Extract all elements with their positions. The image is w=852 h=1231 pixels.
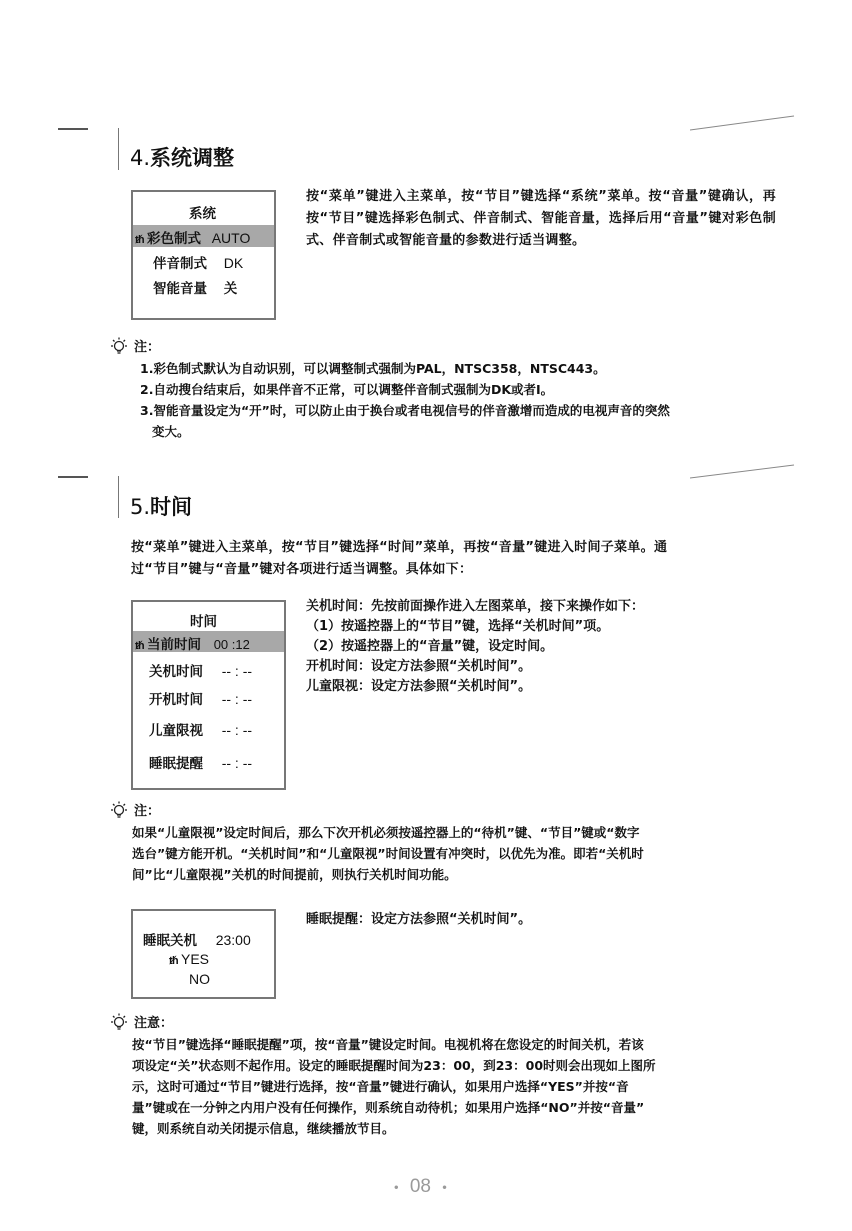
hand-pointer-icon: ᵺ — [135, 639, 145, 652]
section5-heading-text: 时间 — [150, 495, 193, 519]
yes-option-label: YES — [181, 951, 210, 967]
menu-row-label: 当前时间 — [147, 637, 201, 653]
note-line-3-cont: 变大。 — [152, 424, 190, 439]
section5-intro-line-1: 按“菜单”键进入主菜单，按“节目”键选择“时间”菜单，再按“音量”键进入时间子菜单。通 — [131, 540, 668, 555]
lightbulb-icon — [108, 336, 130, 358]
instruction-line-1: 关机时间：先按前面操作进入左图菜单，接下来操作如下： — [306, 599, 645, 614]
menu-row-label: 睡眠提醒 — [149, 756, 203, 772]
time-menu-title: 时间 — [190, 614, 217, 630]
lightbulb-icon — [108, 800, 130, 822]
attention-line-5: 键，则系统自动关闭提示信息，继续播放节目。 — [132, 1121, 395, 1136]
no-option-label: NO — [189, 971, 210, 987]
instruction-line-5: 儿童限视：设定方法参照“关机时间”。 — [306, 679, 532, 694]
menu-row-value: 关 — [223, 281, 238, 297]
menu-row-value: 00 :12 — [213, 637, 250, 652]
time-menu-row-child[interactable] — [149, 719, 252, 739]
note-label: 注： — [134, 803, 161, 819]
sleep-menu-box — [131, 909, 276, 999]
system-menu-row-color[interactable] — [135, 227, 250, 247]
time-instructions — [306, 597, 776, 697]
note-line-1: 1.彩色制式默认为自动识别，可以调整制式强制为PAL，NTSC358，NTSC443。 — [140, 361, 606, 376]
sleep-menu-time: 23:00 — [215, 932, 251, 948]
attention-line-4: 量”键或在一分钟之内用户没有任何操作，则系统自动待机；如果用户选择“NO”并按“音量” — [132, 1100, 645, 1115]
note-line-2: 选台”键方能开机。“关机时间”和“儿童限视”时间设置有冲突时，以优先为准。即若“关机时 — [132, 846, 644, 861]
note-line-1: 如果“儿童限视”设定时间后，那么下次开机必须按遥控器上的“待机”键、“节目”键或“数字 — [132, 825, 640, 840]
page-dot-right: • — [442, 1179, 447, 1195]
section4-rule-vertical — [118, 128, 119, 170]
time-menu-box — [131, 600, 286, 790]
hand-pointer-icon: ᵺ — [135, 233, 145, 246]
attention-line-3: 示，这时可通过“节目”键进行选择，按“音量”键进行确认，如果用户选择“YES”并按“音 — [132, 1079, 629, 1094]
menu-row-label: 儿童限视 — [149, 723, 203, 739]
note-line-2: 2.自动搜台结束后，如果伴音不正常，可以调整伴音制式强制为DK或者I。 — [140, 382, 554, 397]
system-menu-box — [131, 190, 276, 320]
menu-row-label: 智能音量 — [153, 281, 207, 297]
attention-note — [108, 1012, 788, 1139]
page-dot-left: • — [394, 1179, 399, 1195]
sleep-menu-yes[interactable] — [169, 951, 209, 968]
note-label: 注： — [134, 339, 161, 355]
time-menu-row-sleep[interactable] — [149, 752, 252, 772]
section4-heading — [130, 142, 234, 172]
section5-note — [108, 800, 788, 885]
section4-rule-left — [58, 128, 88, 130]
attention-line-1: 按“节目”键选择“睡眠提醒”项，按“音量”键设定时间。电视机将在您设定的时间关机，若该 — [132, 1037, 644, 1052]
note-line-3: 3.智能音量设定为“开”时，可以防止由于换台或者电视信号的伴音激增而造成的电视声音的突然 — [140, 403, 670, 418]
menu-row-label: 开机时间 — [149, 692, 203, 708]
menu-row-label: 关机时间 — [149, 664, 203, 680]
section4-heading-number: 4. — [130, 146, 151, 170]
menu-row-value: DK — [223, 255, 244, 271]
menu-row-label: 彩色制式 — [147, 231, 201, 247]
menu-row-value: -- : -- — [221, 663, 253, 679]
instruction-line-3: （2）按遥控器上的“音量”键，设定时间。 — [306, 639, 554, 654]
section4-rule-slant — [690, 112, 800, 132]
section5-rule-vertical — [118, 476, 119, 518]
time-menu-row-off[interactable] — [149, 660, 252, 680]
note-line-3: 间”比“儿童限视”关机的时间提前，则执行关机时间功能。 — [132, 867, 457, 882]
system-menu-row-volume[interactable] — [153, 277, 237, 297]
section5-intro-line-2: 过“节目”键与“音量”键对各项进行适当调整。具体如下： — [131, 562, 473, 577]
note-header — [108, 1012, 788, 1034]
page-number-value: 08 — [409, 1176, 431, 1197]
section5-rule-slant — [690, 462, 800, 482]
instruction-line-2: （1）按遥控器上的“节目”键，选择“关机时间”项。 — [306, 619, 610, 634]
section5-heading-number: 5. — [130, 495, 151, 519]
attention-label: 注意： — [134, 1015, 174, 1031]
system-menu-title: 系统 — [189, 206, 216, 222]
instruction-line-4: 开机时间：设定方法参照“关机时间”。 — [306, 659, 532, 674]
sleep-menu-label: 睡眠关机 — [143, 933, 197, 949]
section4-heading-text: 系统调整 — [150, 146, 235, 170]
menu-row-label: 伴音制式 — [153, 256, 207, 272]
menu-row-value: AUTO — [211, 230, 251, 246]
time-menu-row-current[interactable] — [135, 633, 250, 653]
sleep-menu-no[interactable] — [189, 971, 210, 988]
system-menu-row-audio[interactable] — [153, 252, 243, 272]
menu-row-value: -- : -- — [221, 722, 253, 738]
sleep-instruction: 睡眠提醒：设定方法参照“关机时间”。 — [306, 912, 532, 927]
section5-rule-left — [58, 476, 88, 478]
menu-row-value: -- : -- — [221, 755, 253, 771]
page-number — [394, 1176, 447, 1198]
note-header — [108, 336, 788, 358]
menu-row-value: -- : -- — [221, 691, 253, 707]
section4-description: 按“菜单”键进入主菜单，按“节目”键选择“系统”菜单。按“音量”键确认，再按“节目”键选择彩色制式、伴音制式、智能音量，选择后用“音量”键对彩色制式、伴音制式或智能音量的参数进行适当调整。 — [306, 189, 776, 248]
sleep-menu-row — [143, 929, 251, 949]
time-menu-row-on[interactable] — [149, 688, 252, 708]
note-header — [108, 800, 788, 822]
lightbulb-icon — [108, 1012, 130, 1034]
attention-line-2: 项设定“关”状态则不起作用。设定的睡眠提醒时间为23：00，到23：00时则会出现如上图所 — [132, 1058, 656, 1073]
hand-pointer-icon: ᵺ — [169, 954, 179, 967]
section5-heading — [130, 491, 192, 521]
section4-note — [108, 336, 788, 442]
